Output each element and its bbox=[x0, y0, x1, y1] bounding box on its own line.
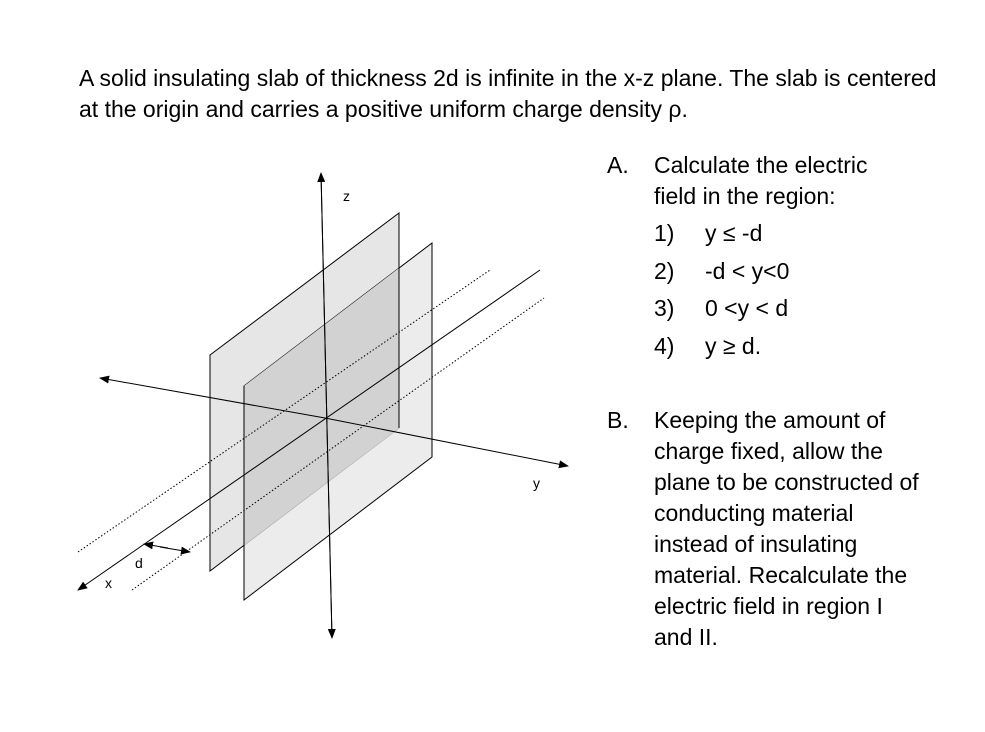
region-item-text: y ≤ -d bbox=[705, 220, 763, 246]
d-label: d bbox=[135, 555, 143, 571]
region-item-text: 0 <y < d bbox=[705, 295, 789, 321]
x-axis-label: x bbox=[105, 575, 112, 591]
region-item bbox=[654, 218, 762, 249]
problem-statement: A solid insulating slab of thickness 2d is infinite in the x-z plane. The slab is centered at the origin and carries a positive uniform charge density ρ. bbox=[79, 65, 937, 122]
region-item-text: y ≥ d. bbox=[705, 333, 762, 359]
region-item bbox=[654, 331, 761, 362]
region-item-text: -d < y<0 bbox=[705, 258, 790, 284]
region-item-number: 2) bbox=[654, 258, 675, 284]
question-a-marker: A. bbox=[607, 152, 629, 178]
region-item bbox=[654, 256, 789, 287]
question-b-text: Keeping the amount of charge fixed, allow the plane to be constructed of conducting material instead of insulating material. Recalculate the electric field in region I and II. bbox=[654, 407, 919, 650]
y-axis-label: y bbox=[533, 475, 540, 491]
question-a-text: Calculate the electric field in the region: bbox=[654, 152, 868, 209]
region-item bbox=[654, 293, 788, 324]
z-axis-label: z bbox=[343, 188, 350, 204]
region-item-number: 3) bbox=[654, 295, 675, 321]
question-b-marker: B. bbox=[607, 407, 629, 433]
region-item-number: 1) bbox=[654, 220, 675, 246]
region-item-number: 4) bbox=[654, 333, 675, 359]
